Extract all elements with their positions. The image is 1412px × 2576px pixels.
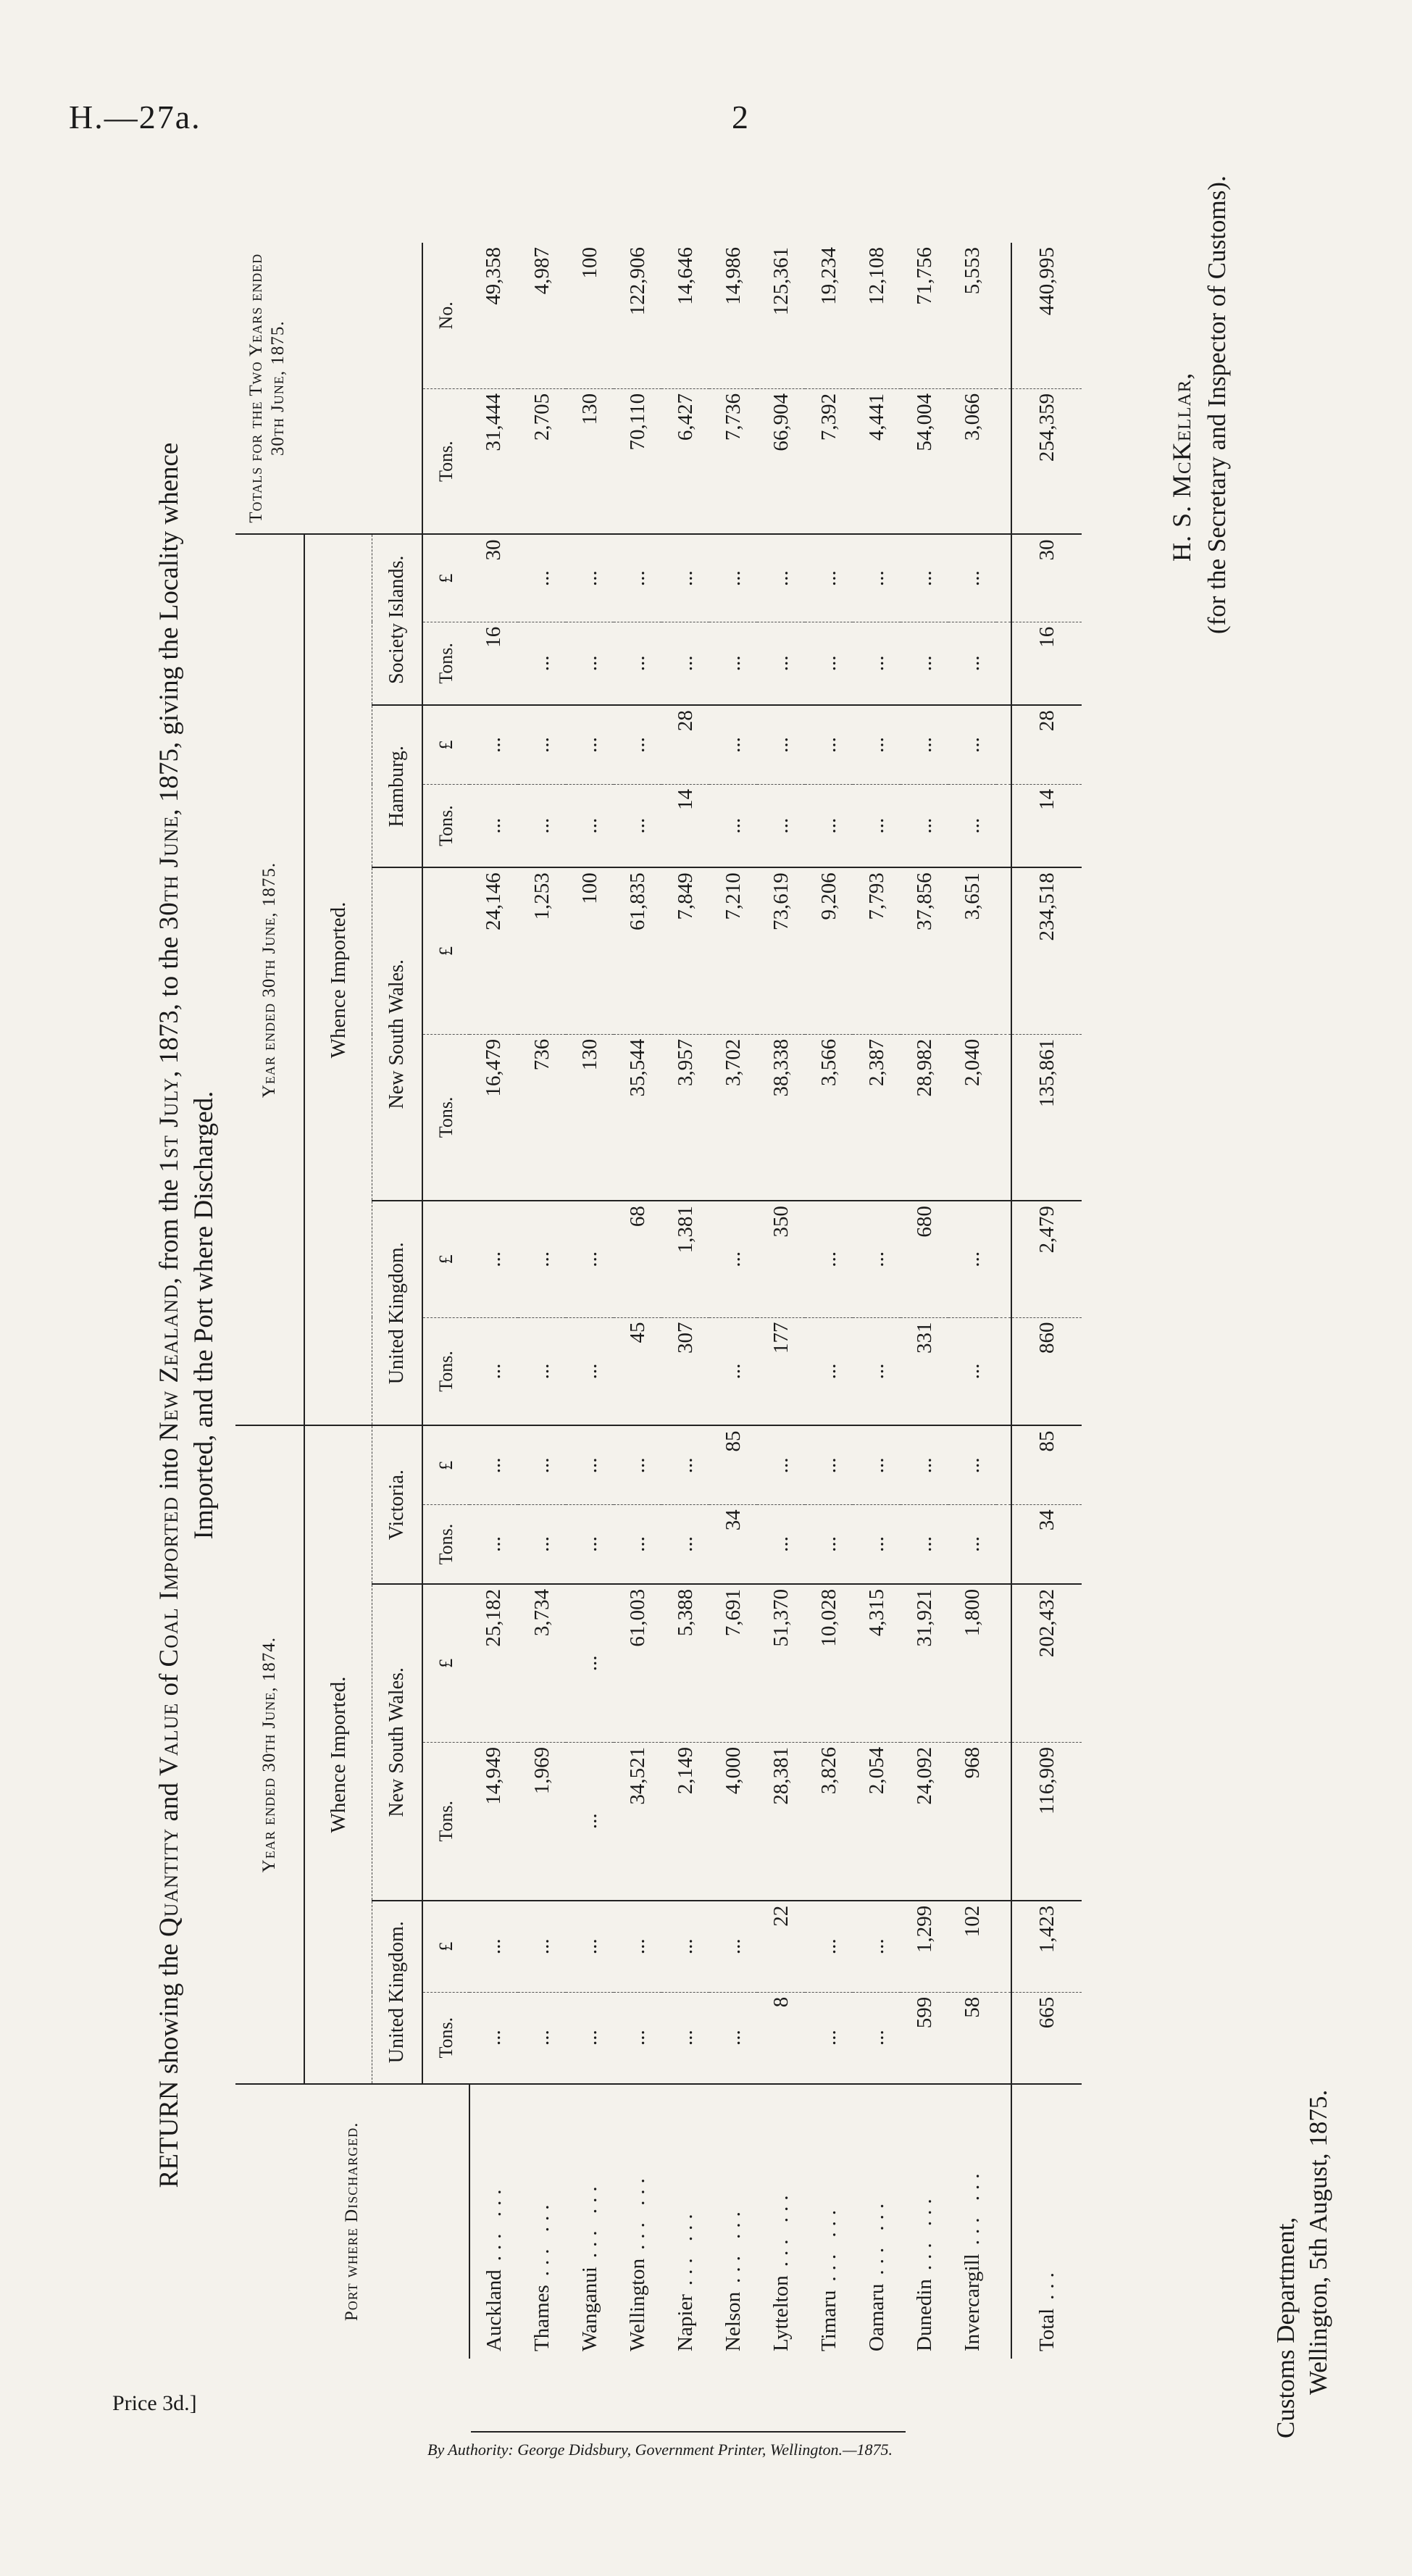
year-1875-header: Year ended 30th June, 1875. xyxy=(235,534,304,1425)
value-cell: 7,392 xyxy=(805,388,853,534)
value-cell: 5,388 xyxy=(661,1584,709,1742)
document-title xyxy=(152,264,222,2366)
value-cell: ... xyxy=(853,784,901,867)
value-cell: ... xyxy=(518,1317,566,1425)
value-cell: ... xyxy=(757,622,805,705)
value-cell: 122,906 xyxy=(614,243,661,388)
title-line-1: RETURN showing the Quantity and Value of Coal Imported into New Zealand, from the 1st July, 1873, to the 30th June, 1875, giving the Locality whence xyxy=(154,442,184,2188)
value-cell: 35,544 xyxy=(614,1034,661,1201)
port-name: Wanganui... ... xyxy=(577,2180,601,2351)
value-cell: ... xyxy=(709,784,757,867)
value-cell: ... xyxy=(709,1317,757,1425)
table-row xyxy=(757,243,805,2359)
unit-pound: £ xyxy=(422,1201,469,1317)
value-cell: ... xyxy=(661,1425,709,1504)
value-cell: ... xyxy=(901,705,948,784)
total-row xyxy=(1011,243,1082,2359)
leader-dots: ... ... xyxy=(769,2189,793,2267)
value-cell: 116,909 xyxy=(1011,1742,1082,1900)
value-cell: 22 xyxy=(757,1901,805,1992)
value-cell: 14 xyxy=(1011,784,1082,867)
value-cell: ... xyxy=(853,1201,901,1317)
value-cell: ... xyxy=(709,1201,757,1317)
value-cell: 14 xyxy=(661,784,709,867)
value-cell: ... xyxy=(614,705,661,784)
value-cell: ... xyxy=(614,1992,661,2083)
value-cell: ... xyxy=(566,622,614,705)
value-cell: 71,756 xyxy=(901,243,948,388)
value-cell: 34,521 xyxy=(614,1742,661,1900)
value-cell: 68 xyxy=(614,1201,661,1317)
value-cell: ... xyxy=(469,705,518,784)
value-cell: ... xyxy=(948,622,996,705)
value-cell: 34 xyxy=(1011,1505,1082,1584)
value-cell: ... xyxy=(518,1505,566,1584)
value-cell: ... xyxy=(518,1425,566,1504)
leader-dots: ... ... xyxy=(673,2208,697,2286)
value-cell: 14,646 xyxy=(661,243,709,388)
port-name: Nelson... ... xyxy=(721,2206,745,2351)
value-cell: 102 xyxy=(948,1901,996,1992)
value-cell: ... xyxy=(469,1425,518,1504)
value-cell: 8 xyxy=(757,1992,805,2083)
value-cell: ... xyxy=(853,1992,901,2083)
port-name: Wellington... ... xyxy=(625,2172,649,2351)
value-cell: 350 xyxy=(757,1201,805,1317)
value-cell: 45 xyxy=(614,1317,661,1425)
value-cell: 49,358 xyxy=(469,243,518,388)
value-cell: ... xyxy=(948,784,996,867)
port-name: Thames... ... xyxy=(530,2198,553,2351)
value-cell: ... xyxy=(805,1425,853,1504)
value-cell: 37,856 xyxy=(901,867,948,1034)
unit-pound: £ xyxy=(422,1425,469,1504)
value-cell: ... xyxy=(853,622,901,705)
unit-tons: Tons. xyxy=(422,622,469,705)
leader-dots: ... ... xyxy=(912,2193,936,2271)
value-cell: 599 xyxy=(901,1992,948,2083)
value-cell: 19,234 xyxy=(805,243,853,388)
value-cell: ... xyxy=(948,705,996,784)
value-cell: 4,315 xyxy=(853,1584,901,1742)
value-cell: 3,651 xyxy=(948,867,996,1034)
value-cell: ... xyxy=(805,1992,853,2083)
value-cell: 3,566 xyxy=(805,1034,853,1201)
value-cell: 61,003 xyxy=(614,1584,661,1742)
leader-dots: ... xyxy=(1035,2267,1058,2300)
port-name: Total... xyxy=(1011,2084,1082,2359)
unit-pound: £ xyxy=(422,705,469,784)
value-cell: 66,904 xyxy=(757,388,805,534)
value-cell: ... xyxy=(566,1505,614,1584)
unit-pound: £ xyxy=(422,534,469,622)
value-cell: 73,619 xyxy=(757,867,805,1034)
value-cell: 3,066 xyxy=(948,388,996,534)
value-cell: ... xyxy=(518,705,566,784)
value-cell: 61,835 xyxy=(614,867,661,1034)
leader-dots: ... ... xyxy=(721,2206,745,2283)
value-cell: ... xyxy=(805,1317,853,1425)
source-uk-1874: United Kingdom. xyxy=(372,1901,423,2084)
value-cell: 135,861 xyxy=(1011,1034,1082,1201)
value-cell: ... xyxy=(469,1317,518,1425)
value-cell: 2,054 xyxy=(853,1742,901,1900)
table-body xyxy=(469,243,1082,2359)
value-cell: 1,800 xyxy=(948,1584,996,1742)
value-cell: ... xyxy=(566,1742,614,1900)
value-cell: ... xyxy=(901,784,948,867)
value-cell: 28 xyxy=(661,705,709,784)
value-cell: ... xyxy=(518,1201,566,1317)
unit-tons: Tons. xyxy=(422,1992,469,2083)
leader-dots: ... ... xyxy=(530,2198,553,2277)
value-cell: 16,479 xyxy=(469,1034,518,1201)
whence-imported-1874: Whence Imported. xyxy=(304,1425,372,2083)
value-cell: ... xyxy=(853,1425,901,1504)
value-cell: 10,028 xyxy=(805,1584,853,1742)
value-cell: 58 xyxy=(948,1992,996,2083)
value-cell: 24,146 xyxy=(469,867,518,1034)
value-cell: ... xyxy=(566,1201,614,1317)
port-name: Lyttelton... ... xyxy=(769,2189,793,2351)
value-cell: 3,702 xyxy=(709,1034,757,1201)
unit-tons: Tons. xyxy=(422,1742,469,1900)
value-cell: 2,479 xyxy=(1011,1201,1082,1317)
value-cell: ... xyxy=(757,705,805,784)
value-cell: 30 xyxy=(469,534,518,622)
value-cell: ... xyxy=(901,622,948,705)
date-line: Wellington, 5th August, 1875. xyxy=(1304,2089,1332,2395)
value-cell: ... xyxy=(614,1505,661,1584)
value-cell: 1,969 xyxy=(518,1742,566,1900)
value-cell: 331 xyxy=(901,1317,948,1425)
source-uk-1875: United Kingdom. xyxy=(372,1201,423,1425)
value-cell: ... xyxy=(709,705,757,784)
value-cell: ... xyxy=(469,1992,518,2083)
source-nsw-1874: New South Wales. xyxy=(372,1584,423,1901)
value-cell: ... xyxy=(614,784,661,867)
leader-dots: ... ... xyxy=(577,2180,601,2259)
printer-imprint: By Authority: George Didsbury, Government Printer, Wellington.—1875. xyxy=(427,2440,893,2459)
value-cell: 440,995 xyxy=(1011,243,1082,388)
table-row xyxy=(805,243,853,2359)
value-cell: 2,705 xyxy=(518,388,566,534)
value-cell: 12,108 xyxy=(853,243,901,388)
value-cell: ... xyxy=(805,622,853,705)
value-cell: ... xyxy=(805,1201,853,1317)
table-row xyxy=(853,243,901,2359)
unit-tons: Tons. xyxy=(422,1317,469,1425)
value-cell: ... xyxy=(661,1505,709,1584)
coal-import-table xyxy=(235,243,1082,2359)
unit-no: No. xyxy=(422,243,469,388)
value-cell: 1,253 xyxy=(518,867,566,1034)
value-cell: 7,736 xyxy=(709,388,757,534)
value-cell: ... xyxy=(948,1201,996,1317)
value-cell: 130 xyxy=(566,1034,614,1201)
value-cell: 130 xyxy=(566,388,614,534)
table-row xyxy=(709,243,757,2359)
unit-pound: £ xyxy=(422,867,469,1034)
year-1874-header: Year ended 30th June, 1874. xyxy=(235,1425,304,2083)
port-header: Port where Discharged. xyxy=(235,2084,469,2359)
value-cell: ... xyxy=(805,1505,853,1584)
port-name: Dunedin... ... xyxy=(912,2193,936,2351)
value-cell: 3,734 xyxy=(518,1584,566,1742)
unit-tons: Tons. xyxy=(422,388,469,534)
value-cell: 7,691 xyxy=(709,1584,757,1742)
totals-header: Totals for the Two Years ended 30th June, 1875. xyxy=(235,243,422,534)
value-cell: ... xyxy=(805,784,853,867)
value-cell: 234,518 xyxy=(1011,867,1082,1034)
value-cell: 28,381 xyxy=(757,1742,805,1900)
value-cell: 968 xyxy=(948,1742,996,1900)
value-cell: ... xyxy=(566,784,614,867)
value-cell: ... xyxy=(757,534,805,622)
port-name: Auckland... ... xyxy=(482,2183,506,2351)
value-cell: ... xyxy=(853,1317,901,1425)
table-row xyxy=(661,243,709,2359)
value-cell: 100 xyxy=(566,867,614,1034)
value-cell: 14,986 xyxy=(709,243,757,388)
signatory-name: H. S. McKellar, xyxy=(1167,372,1196,562)
value-cell: 4,987 xyxy=(518,243,566,388)
value-cell: ... xyxy=(566,534,614,622)
value-cell: ... xyxy=(853,1505,901,1584)
table-row xyxy=(518,243,566,2359)
value-cell: ... xyxy=(566,1901,614,1992)
value-cell: ... xyxy=(757,784,805,867)
value-cell: ... xyxy=(518,534,566,622)
value-cell: ... xyxy=(614,622,661,705)
value-cell: ... xyxy=(853,705,901,784)
value-cell: 307 xyxy=(661,1317,709,1425)
value-cell: ... xyxy=(614,534,661,622)
value-cell: 2,149 xyxy=(661,1742,709,1900)
table-row xyxy=(566,243,614,2359)
value-cell: 3,957 xyxy=(661,1034,709,1201)
value-cell: 9,206 xyxy=(805,867,853,1034)
value-cell: 736 xyxy=(518,1034,566,1201)
source-hamburg-1875: Hamburg. xyxy=(372,705,423,867)
value-cell: ... xyxy=(805,534,853,622)
table-row xyxy=(901,243,948,2359)
value-cell: ... xyxy=(518,1901,566,1992)
port-name: Oamaru... ... xyxy=(864,2197,888,2351)
value-cell: 31,444 xyxy=(469,388,518,534)
value-cell: 31,921 xyxy=(901,1584,948,1742)
whence-imported-1875: Whence Imported. xyxy=(304,534,372,1425)
value-cell: ... xyxy=(901,1505,948,1584)
spacer-row xyxy=(996,243,1011,2359)
value-cell: 85 xyxy=(1011,1425,1082,1504)
value-cell: ... xyxy=(469,1505,518,1584)
value-cell: 28 xyxy=(1011,705,1082,784)
value-cell: ... xyxy=(566,1425,614,1504)
value-cell: 125,361 xyxy=(757,243,805,388)
value-cell: 30 xyxy=(1011,534,1082,622)
value-cell: 16 xyxy=(1011,622,1082,705)
value-cell: ... xyxy=(948,1317,996,1425)
source-nsw-1875: New South Wales. xyxy=(372,867,423,1201)
value-cell: 14,949 xyxy=(469,1742,518,1900)
value-cell: 100 xyxy=(566,243,614,388)
value-cell: 2,040 xyxy=(948,1034,996,1201)
value-cell: 24,092 xyxy=(901,1742,948,1900)
value-cell: 177 xyxy=(757,1317,805,1425)
value-cell: ... xyxy=(661,622,709,705)
value-cell: ... xyxy=(709,1901,757,1992)
value-cell: ... xyxy=(709,534,757,622)
value-cell: 34 xyxy=(709,1505,757,1584)
unit-tons: Tons. xyxy=(422,1505,469,1584)
table-row xyxy=(614,243,661,2359)
value-cell: 16 xyxy=(469,622,518,705)
unit-tons: Tons. xyxy=(422,784,469,867)
port-name: Invercargill... ... xyxy=(960,2167,984,2351)
value-cell: 4,000 xyxy=(709,1742,757,1900)
unit-pound: £ xyxy=(422,1584,469,1742)
value-cell: ... xyxy=(901,1425,948,1504)
value-cell: ... xyxy=(566,1317,614,1425)
department-line: Customs Department, xyxy=(1271,2217,1300,2438)
value-cell: ... xyxy=(661,1901,709,1992)
value-cell: 202,432 xyxy=(1011,1584,1082,1742)
value-cell: ... xyxy=(805,1901,853,1992)
value-cell: 54,004 xyxy=(901,388,948,534)
title-line-2: Imported, and the Port where Discharged. xyxy=(189,1091,219,1540)
table-row xyxy=(948,243,996,2359)
unit-pound: £ xyxy=(422,1901,469,1992)
value-cell: 254,359 xyxy=(1011,388,1082,534)
value-cell: 1,299 xyxy=(901,1901,948,1992)
value-cell: 665 xyxy=(1011,1992,1082,2083)
value-cell: ... xyxy=(805,705,853,784)
value-cell: ... xyxy=(518,1992,566,2083)
value-cell: 3,826 xyxy=(805,1742,853,1900)
value-cell: ... xyxy=(757,1505,805,1584)
value-cell: ... xyxy=(948,534,996,622)
leader-dots: ... ... xyxy=(864,2197,888,2275)
source-society-islands-1875: Society Islands. xyxy=(372,534,423,705)
value-cell: ... xyxy=(757,1425,805,1504)
value-cell: ... xyxy=(566,1992,614,2083)
value-cell: 2,387 xyxy=(853,1034,901,1201)
imprint-rule xyxy=(471,2431,906,2433)
value-cell: 680 xyxy=(901,1201,948,1317)
leader-dots: ... ... xyxy=(960,2167,984,2246)
value-cell: ... xyxy=(469,1201,518,1317)
value-cell: 7,793 xyxy=(853,867,901,1034)
value-cell: ... xyxy=(709,622,757,705)
signatory-title: (for the Secretary and Inspector of Customs). xyxy=(1203,175,1231,634)
value-cell: ... xyxy=(518,622,566,705)
unit-tons: Tons. xyxy=(422,1034,469,1201)
price-label: Price 3d.] xyxy=(112,2391,197,2415)
value-cell: 70,110 xyxy=(614,388,661,534)
value-cell: ... xyxy=(661,534,709,622)
value-cell: ... xyxy=(469,784,518,867)
value-cell: ... xyxy=(661,1992,709,2083)
value-cell: ... xyxy=(614,1425,661,1504)
value-cell: ... xyxy=(853,1901,901,1992)
table-row xyxy=(469,243,518,2359)
value-cell: 85 xyxy=(709,1425,757,1504)
port-name: Timaru... ... xyxy=(816,2204,840,2351)
value-cell: 7,210 xyxy=(709,867,757,1034)
value-cell: 860 xyxy=(1011,1317,1082,1425)
value-cell: ... xyxy=(948,1505,996,1584)
leader-dots: ... ... xyxy=(625,2172,649,2250)
port-name: Napier... ... xyxy=(673,2208,697,2351)
leader-dots: ... ... xyxy=(482,2183,506,2262)
value-cell: ... xyxy=(709,1992,757,2083)
leader-dots: ... ... xyxy=(816,2204,840,2282)
document-reference: H.—27a. xyxy=(69,99,201,136)
value-cell: 7,849 xyxy=(661,867,709,1034)
value-cell: ... xyxy=(901,534,948,622)
page-number: 2 xyxy=(732,99,748,136)
value-cell: ... xyxy=(566,705,614,784)
value-cell: ... xyxy=(566,1584,614,1742)
value-cell: 25,182 xyxy=(469,1584,518,1742)
value-cell: 51,370 xyxy=(757,1584,805,1742)
value-cell: ... xyxy=(469,1901,518,1992)
source-victoria-1874: Victoria. xyxy=(372,1425,423,1583)
value-cell: ... xyxy=(518,784,566,867)
value-cell: 1,381 xyxy=(661,1201,709,1317)
value-cell: 38,338 xyxy=(757,1034,805,1201)
value-cell: 1,423 xyxy=(1011,1901,1082,1992)
value-cell: 4,441 xyxy=(853,388,901,534)
value-cell: 6,427 xyxy=(661,388,709,534)
value-cell: ... xyxy=(853,534,901,622)
value-cell: 5,553 xyxy=(948,243,996,388)
value-cell: ... xyxy=(948,1425,996,1504)
value-cell: ... xyxy=(614,1901,661,1992)
value-cell: 28,982 xyxy=(901,1034,948,1201)
